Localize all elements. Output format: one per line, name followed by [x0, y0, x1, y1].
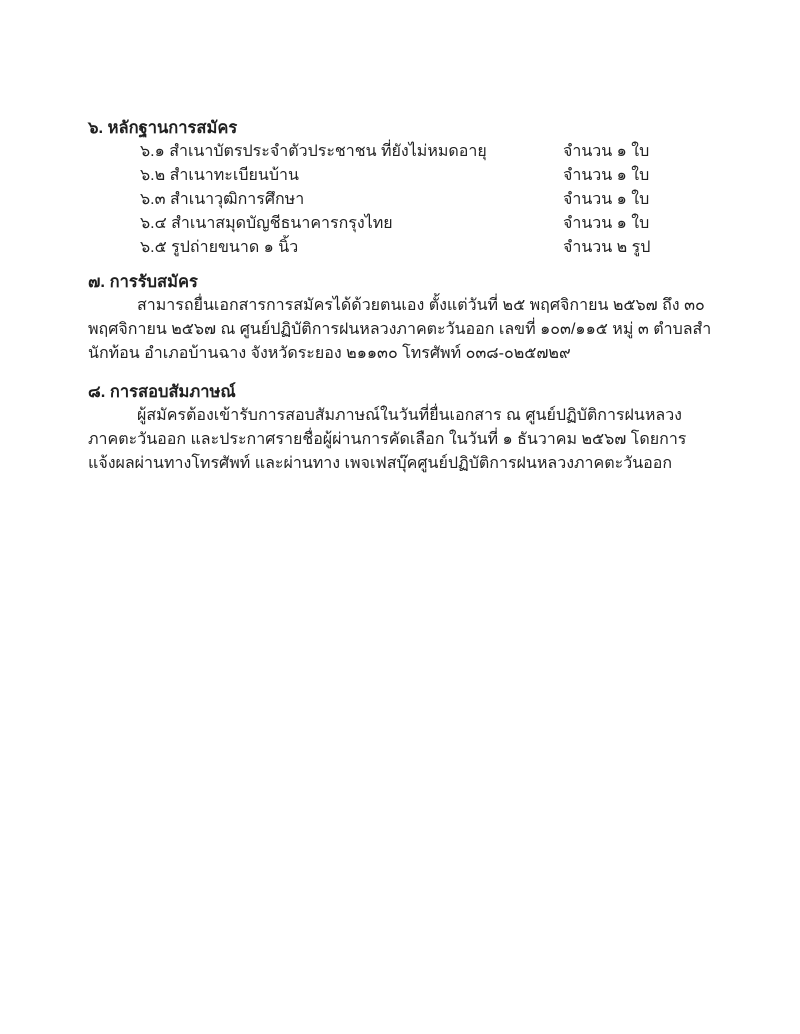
evidence-list	[88, 140, 712, 260]
document-item-label: ๖.๑ สำเนาบัตรประจำตัวประชาชน ที่ยังไม่หมดอายุ	[140, 143, 487, 160]
section-heading-submission: ๗. การรับสมัคร	[88, 273, 198, 291]
list-item	[88, 188, 712, 212]
document-item-label: ๖.๒ สำเนาทะเบียนบ้าน	[140, 167, 299, 184]
document-item-quantity: จำนวน ๑ ใบ	[563, 215, 650, 232]
document-item-label: ๖.๕ รูปถ่ายขนาด ๑ นิ้ว	[140, 239, 299, 256]
list-item	[88, 212, 712, 236]
list-item	[88, 164, 712, 188]
document-item-label: ๖.๓ สำเนาวุฒิการศึกษา	[140, 191, 305, 208]
section-interview	[88, 380, 712, 476]
list-item	[88, 140, 712, 164]
submission-paragraph: สามารถยื่นเอกสารการสมัครได้ด้วยตนเอง ตั้งแต่วันที่ ๒๕ พฤศจิกายน ๒๕๖๗ ถึง ๓๐ พฤศจิกายน ๒๕๖๗ ณ ศูนย์ปฏิบัติการฝนหลวงภาคตะวันออก เลขที่ ๑๐๓/๑๑๕ หมู่ ๓ ตำบลสำนักท้อน อำเภอบ้านฉาง จังหวัดระยอง ๒๑๑๓๐ โทรศัพท์ ๐๓๘-๐๒๕๗๒๙	[88, 297, 712, 362]
document-item-quantity: จำนวน ๑ ใบ	[563, 191, 650, 208]
section-application-submission	[88, 270, 712, 366]
document-item-quantity: จำนวน ๒ รูป	[563, 239, 651, 256]
section-heading-interview: ๘. การสอบสัมภาษณ์	[88, 383, 236, 401]
list-item	[88, 236, 712, 260]
section-application-evidence	[88, 116, 712, 260]
section-heading-evidence: ๖. หลักฐานการสมัคร	[88, 119, 238, 137]
document-item-quantity: จำนวน ๑ ใบ	[563, 143, 650, 160]
document-item-label: ๖.๔ สำเนาสมุดบัญชีธนาคารกรุงไทย	[140, 215, 393, 232]
document-item-quantity: จำนวน ๑ ใบ	[563, 167, 650, 184]
interview-paragraph: ผู้สมัครต้องเข้ารับการสอบสัมภาษณ์ในวันที่ยื่นเอกสาร ณ ศูนย์ปฏิบัติการฝนหลวงภาคตะวันออก และประกาศรายชื่อผู้ผ่านการคัดเลือก ในวันที่ ๑ ธันวาคม ๒๕๖๗ โดยการแจ้งผลผ่านทางโทรศัพท์ และผ่านทาง เพจเฟสบุ๊คศูนย์ปฏิบัติการฝนหลวงภาคตะวันออก	[88, 407, 687, 472]
